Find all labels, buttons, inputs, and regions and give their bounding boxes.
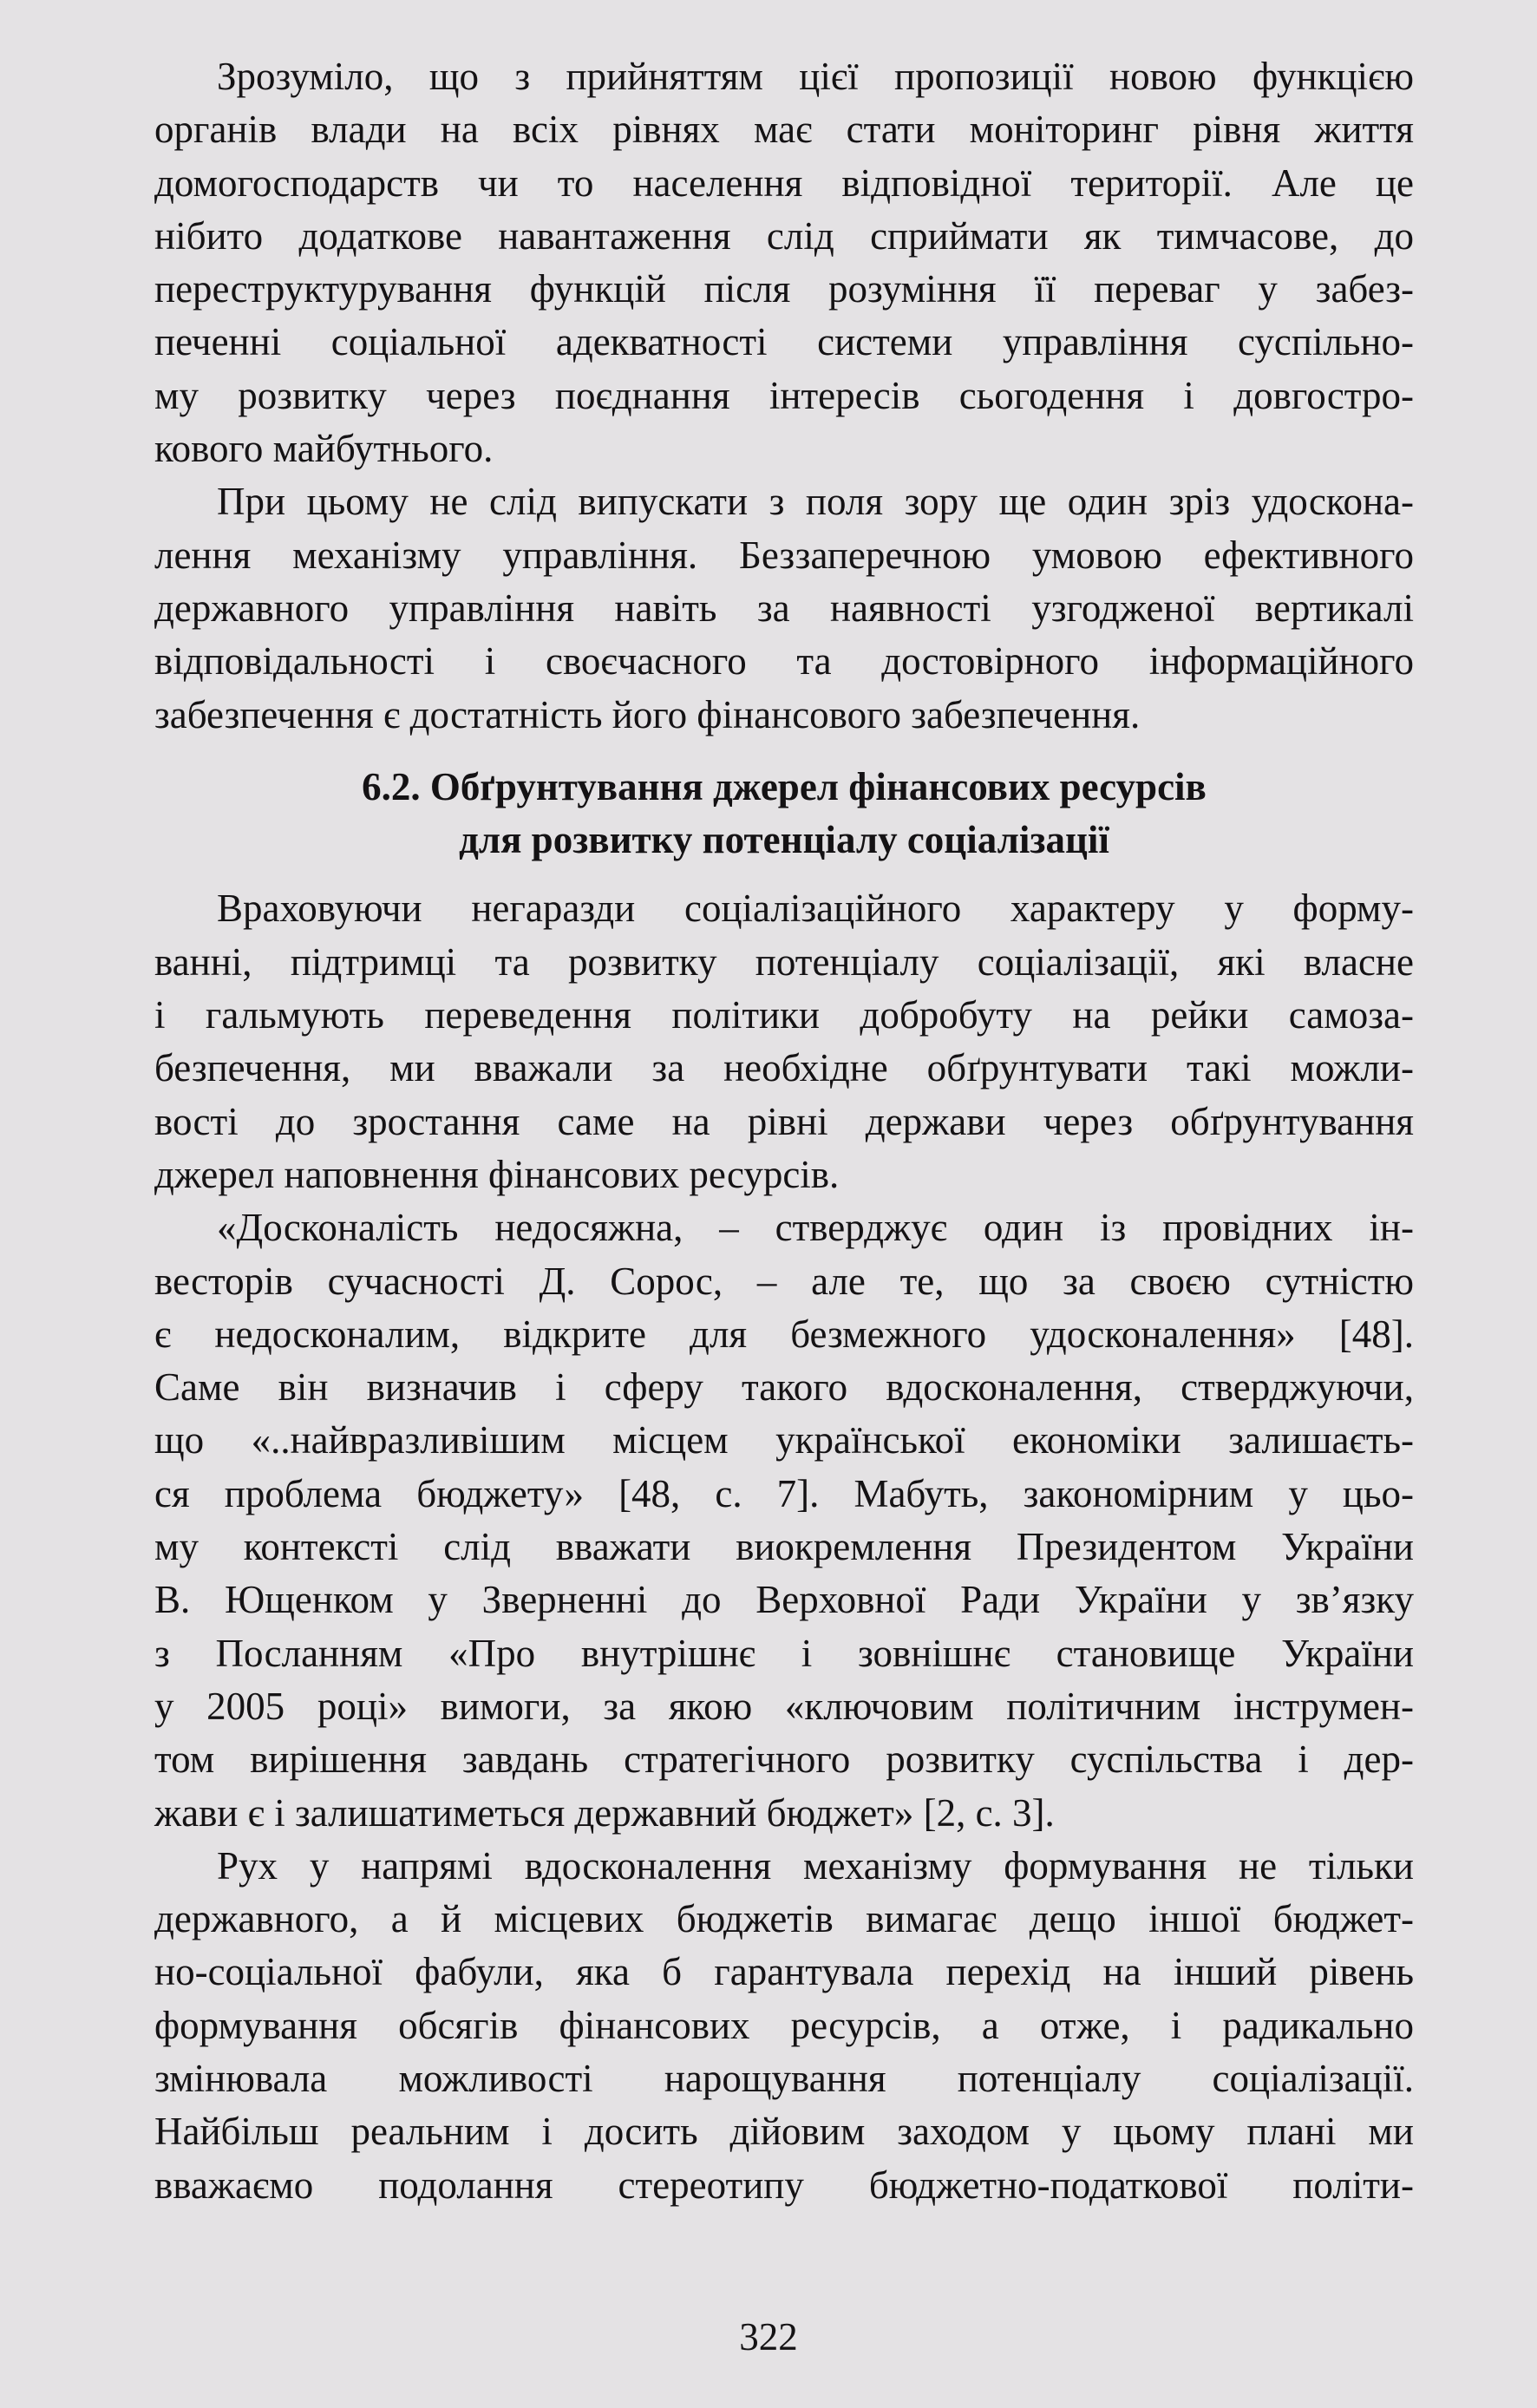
page-number: 322	[739, 2315, 798, 2359]
text-line: переструктурування функцій після розуміння її переваг у забез-	[154, 267, 1414, 311]
text-line: є недосконалим, відкрите для безмежного удосконалення» [48].	[154, 1312, 1414, 1356]
section-heading	[154, 761, 1414, 867]
text-line: і гальмують переведення політики добробуту на рейки самоза-	[154, 993, 1414, 1037]
text-line: забезпечення є достатність його фінансового забезпечення.	[154, 692, 1141, 736]
text-line: Враховуючи негаразди соціалізаційного характеру у форму-	[217, 887, 1414, 931]
text-line: безпечення, ми вважали за необхідне обґрунтувати такі можли-	[154, 1046, 1414, 1090]
text-line: ванні, підтримці та розвитку потенціалу соціалізації, які власне	[154, 939, 1414, 984]
text-line: Зрозуміло, що з прийняттям цієї пропозиції новою функцією	[217, 55, 1414, 98]
text-line: органів влади на всіх рівнях має стати моніторинг рівня життя	[154, 108, 1414, 152]
text-line: В. Ющенком у Зверненні до Верховної Ради України у зв’язку	[154, 1578, 1414, 1622]
text-line: домогосподарств чи то населення відповідної території. Але це	[154, 160, 1414, 205]
text-line: ся проблема бюджету» [48, с. 7]. Мабуть, закономірним у цьо-	[154, 1471, 1414, 1515]
text-before-heading	[154, 50, 1414, 742]
text-line: Найбільш реальним і досить дійовим заходом у цьому плані ми	[154, 2110, 1414, 2154]
text-line: но-соціальної фабули, яка б гарантувала перехід на інший рівень	[154, 1950, 1414, 1994]
text-line: у 2005 році» вимоги, за якою «ключовим політичним інструмен-	[154, 1684, 1414, 1728]
heading-line: 6.2. Обґрунтування джерел фінансових ресурсів	[362, 764, 1207, 808]
text-line: змінювала можливості нарощування потенціалу соціалізації.	[154, 2056, 1414, 2100]
text-line: державного, а й місцевих бюджетів вимагає дещо іншої бюджет-	[154, 1897, 1414, 1941]
text-line: нібито додаткове навантаження слід сприймати як тимчасове, до	[154, 213, 1414, 258]
text-line: вважаємо подолання стереотипу бюджетно-податкової політи-	[154, 2163, 1414, 2207]
text-line: формування обсягів фінансових ресурсів, а отже, і радикально	[154, 2003, 1414, 2047]
text-line: жави є і залишатиметься державний бюджет» [2, с. 3].	[154, 1790, 1055, 1835]
text-line: вості до зростання саме на рівні держави через обґрунтування	[154, 1099, 1414, 1143]
text-line: відповідальності і своєчасного та достовірного інформаційного	[154, 639, 1414, 684]
text-line: печенні соціальної адекватності системи управління суспільно-	[154, 320, 1414, 364]
text-line: весторів сучасності Д. Сорос, – але те, що за своєю сутністю	[154, 1259, 1414, 1303]
text-line: державного управління навіть за наявності узгодженої вертикалі	[154, 586, 1414, 630]
text-line: му контексті слід вважати виокремлення Президентом України	[154, 1525, 1414, 1569]
paragraph	[154, 1201, 1414, 1840]
text-line: Саме він визначив і сферу такого вдосконалення, стверджуючи,	[154, 1365, 1414, 1410]
paragraph	[154, 475, 1414, 741]
text-after-heading	[154, 882, 1414, 2211]
text-line: що «..найвразливішим місцем української економіки залишаєть-	[154, 1418, 1414, 1462]
paragraph	[154, 1840, 1414, 2212]
text-line: з Посланням «Про внутрішнє і зовнішнє становище України	[154, 1631, 1414, 1675]
text-line: лення механізму управління. Беззаперечною умовою ефективного	[154, 533, 1414, 577]
text-line: При цьому не слід випускати з поля зору ще один зріз удоскона-	[217, 480, 1414, 524]
text-line: «Досконалість недосяжна, – стверджує один із провідних ін-	[217, 1206, 1414, 1250]
paragraph	[154, 50, 1414, 475]
page-body	[154, 50, 1414, 2212]
text-line: том вирішення завдань стратегічного розвитку суспільства і дер-	[154, 1737, 1414, 1782]
paragraph	[154, 882, 1414, 1201]
text-line: кового майбутнього.	[154, 427, 494, 471]
text-line: Рух у напрямі вдосконалення механізму формування не тільки	[217, 1843, 1414, 1888]
text-line: джерел наповнення фінансових ресурсів.	[154, 1152, 840, 1196]
text-line: му розвитку через поєднання інтересів сьогодення і довгостро-	[154, 373, 1414, 417]
heading-line: для розвитку потенціалу соціалізації	[459, 818, 1109, 862]
